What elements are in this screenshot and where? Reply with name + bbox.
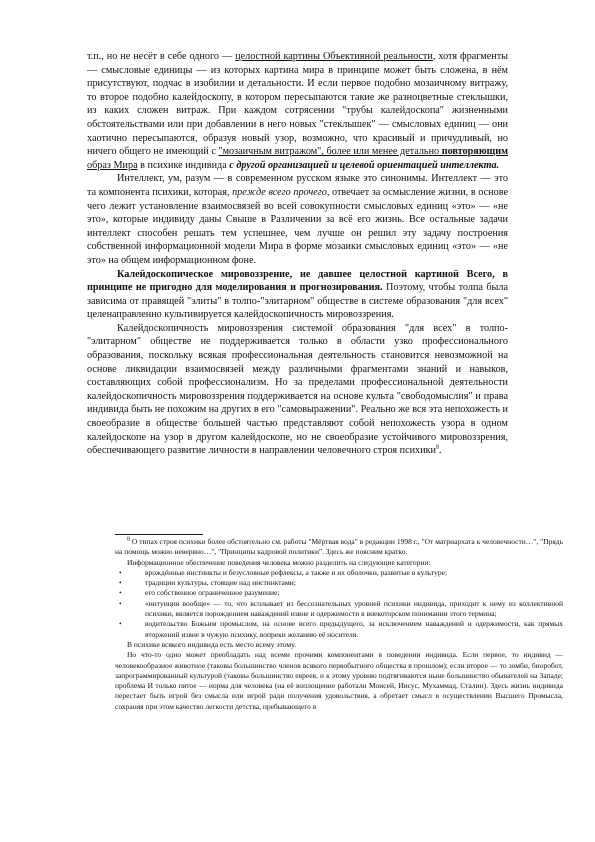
list-item-text: водительство Божьим промыслом, на основе всего предыдущего, за исключением наваждений и одержимости, как прямых вторжений извне в чужую психику, вопреки желанию её носителя.	[145, 619, 563, 639]
list-item-text: традиции культуры, стоящие над инстинктами;	[145, 578, 296, 588]
list-item	[115, 599, 563, 620]
underlined-phrase: , более или менее детально	[321, 146, 442, 158]
bullet-icon: •	[119, 578, 122, 588]
text-run: Поэтому, чтобы толпа была зависима от правящей "элиты" в толпо-"элитарном" обществе в системе образования "для всех" целенаправленно культивируется калейдоскопичность мировоззрения.	[87, 282, 508, 321]
bold-underlined-word: повторяющим	[441, 146, 509, 158]
bullet-icon: •	[119, 598, 122, 608]
paragraph-4	[87, 322, 508, 458]
list-item	[115, 588, 563, 598]
paragraph-1	[87, 50, 508, 172]
footnote-mark: 8	[127, 536, 130, 543]
footnote-text: Информационное обеспечение поведения человека можно разделить на следующие категории:	[127, 557, 431, 567]
bullet-icon: •	[119, 567, 122, 577]
footnote-reference[interactable]: 8	[436, 444, 439, 451]
text-run: Интеллект, ум, разум — в современном русском языке это синонимы. Интеллект — это та компонента психики, которая,	[87, 173, 508, 198]
underlined-phrase: образ Мира	[87, 159, 138, 171]
bullet-icon: •	[119, 588, 122, 598]
footnote-text: Но что-то одно может преобладать над всеми прочими компонентами в поведении индивида. Если первое, то индивид — человекообразное животное (таковы большинство членов всякого первобытного общества в прошлом); если второе — то зомби, биоробот, запрограммированный культурой (таковы большинство евреев, и к этому уровню подтягиваются ныне большинство обывателей на Западе; проблема И только пятое — норма для человека (на её воплощение работали Моисей, Иисус, Мухаммад, Сталин). Здесь жизнь индивида перестает быть игрой без смысла или игрой ради получения удовольствия, а обретает смысл в осуществлении Высшего Промысла, сохраняя при этом качество легкости детства, пребывающего в	[115, 650, 563, 711]
paragraph-3	[87, 268, 508, 322]
footnote	[115, 537, 563, 712]
list-item	[115, 619, 563, 640]
footnote-text: В психике всякого индивида есть место всему этому.	[127, 639, 296, 649]
list-item	[115, 568, 563, 578]
text-run: в психике индивида	[137, 159, 230, 171]
underlined-phrase: целостной картины Объективной реальности	[235, 51, 433, 62]
footnote-paragraph-3	[115, 640, 563, 650]
italic-phrase: прежде всего прочего	[232, 186, 327, 198]
paragraph-2	[87, 172, 508, 267]
emphasis-phrase: с другой организацией и целевой ориентацией интеллекта.	[229, 159, 500, 171]
list-item	[115, 578, 563, 588]
text-run: Калейдоскопичность мировоззрения системой образования "для всех" в толпо-"элитарном" обществе не поддерживается только в области узко профессионального образования, поскольку всякая профессиональная деятельность становится невозможной на основе ликвидации взаимосвязей между различными фрагментами знаний и навыков, составляющих собой профессионализм. Но за пределами профессиональной деятельности калейдоскопичность мировоззрения поддерживается на основе культа "свободомыслия" и права индивида быть не похожим на других в его "самовыражении". Реально же вся эта непохожесть и своеобразие в обществе большей частью представляют собой непохожесть узора в одном калейдоскопе на узор в другом калейдоскопе, но не своеобразие устойчивого мировоззрения, обеспечивающего развитие личности в направлении человечного строя психики	[87, 322, 508, 457]
text-run: .	[439, 445, 442, 457]
bold-statement: Калейдоскопическое мировоззрение, не давшее целостной картиной Всего, в принципе не пригодно для моделирования и прогнозирования.	[87, 268, 508, 294]
text-run: , хотя фрагменты — смысловые единицы — из которых картина мира в принципе может быть сложена, в нём присутствуют, подчас в изобилии и детальности. И если первое подобно мозаичному витражу, то второе подобно калейдоскопу, в котором пересыпаются такие же разноцветные стеклышки, из каких сложен витраж. При каждом сотрясении "трубы калейдоскопа" жизненными обстоятельствами или при добавлении в него новых "стеклышек" — смысловых единиц — они хаотично пересыпаются, образуя новый узор, возможно, что красивый и причудливый, но ничего общего не имеющий с	[87, 51, 508, 158]
bullet-icon: •	[119, 619, 122, 629]
text-run: , отвечает за осмысление жизни, в основе чего лежит установление взаимосвязей во всей совокупности смысловых единиц «это» — «не это», которые индивиду даны Свыше в Различении за всё его жизнь. Все остальные задачи интеллект способен решать тем успешнее, чем лучше он решил эту задачу построения собственной информационной модели Мира в форме мозаики смысловых единиц «это» — «не это» на общем информационном фоне.	[87, 186, 508, 266]
footnote-separator	[115, 534, 203, 535]
footnote-text: О типах строя психики более обстоятельно см. работы "Мёртвая вода" в редакции 1998 г., "От матриархата к человечности…", "Прядь на помощь можно невервно…", "Принципы кадровой политики". Здесь же поясним кратко.	[115, 537, 563, 557]
footnote-paragraph-4	[115, 650, 563, 712]
list-item-text: его собственное ограниченное разумение;	[145, 588, 280, 598]
list-item-text: врождённые инстинкты и безусловные рефлексы, а также и их оболочки, развитые в культуре;	[145, 567, 448, 577]
footnote-paragraph-2	[115, 558, 563, 568]
text-run: т.п., но не несёт в себе одного —	[87, 51, 236, 62]
list-item-text: «интуиция вообще» — то, что всплывает из бессознательных уровней психики индивида, приходит к нему из коллективной психики, является порождением наваждений извне и одержимости в внекоторском понимании этого термина;	[145, 598, 563, 619]
footnote-paragraph-1	[115, 537, 563, 558]
main-text	[87, 50, 508, 458]
underlined-phrase: "мозаичным витражом"	[218, 146, 322, 158]
footnote-list	[115, 568, 563, 640]
